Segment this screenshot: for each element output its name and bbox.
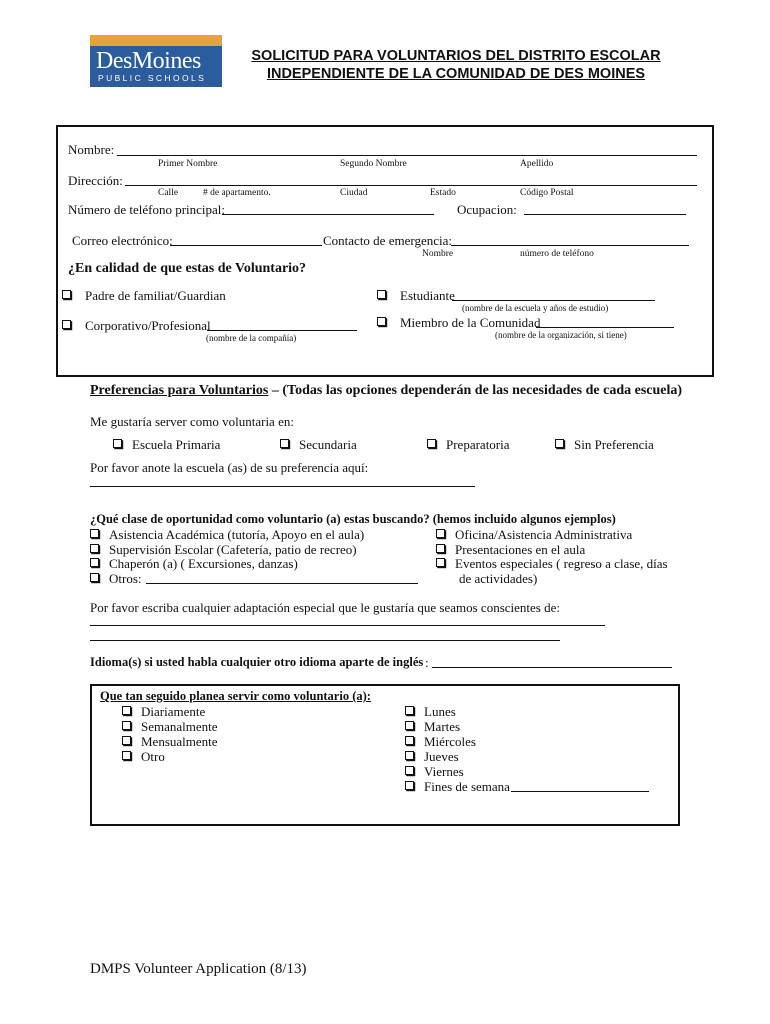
- checkbox-diariamente[interactable]: [122, 706, 131, 715]
- day-fines[interactable]: [405, 779, 510, 795]
- option-sin-preferencia[interactable]: [555, 437, 654, 453]
- opportunity-academica[interactable]: [90, 527, 364, 543]
- apellido-caption: Apellido: [520, 159, 554, 169]
- checkbox-padre[interactable]: [62, 290, 71, 299]
- option-primaria-label: Escuela Primaria: [132, 437, 221, 452]
- opportunity-otros[interactable]: [90, 571, 142, 587]
- opportunity-eventos-cont: de actividades): [459, 571, 538, 586]
- logo: [90, 35, 222, 87]
- apartamento-caption: # de apartamento.: [203, 188, 271, 198]
- day-viernes[interactable]: [405, 764, 464, 780]
- option-estudiante-label: Estudiante: [400, 288, 455, 303]
- day-martes-label: Martes: [424, 719, 461, 734]
- option-preparatoria-label: Preparatoria: [446, 437, 510, 452]
- anote-text: Por favor anote la escuela (as) de su preferencia aquí:: [90, 460, 369, 475]
- checkbox-fines[interactable]: [405, 781, 414, 790]
- checkbox-semanalmente[interactable]: [122, 721, 131, 730]
- direccion-label: Dirección:: [68, 173, 123, 188]
- checkbox-otros[interactable]: [90, 573, 99, 582]
- footer-text: DMPS Volunteer Application (8/13): [90, 961, 307, 977]
- day-miercoles[interactable]: [405, 734, 476, 750]
- direccion-field[interactable]: [125, 185, 697, 186]
- checkbox-miembro[interactable]: [377, 317, 386, 326]
- day-lunes-label: Lunes: [424, 704, 456, 719]
- preferences-heading-rest: – (Todas las opciones dependerán de las necesidades de cada escuela): [268, 383, 683, 398]
- checkbox-supervision[interactable]: [90, 544, 99, 553]
- option-estudiante[interactable]: [377, 288, 455, 304]
- logo-accent-bar: [90, 35, 222, 46]
- checkbox-sin-preferencia[interactable]: [555, 439, 564, 448]
- checkbox-chaperon[interactable]: [90, 558, 99, 567]
- idioma-colon: :: [425, 655, 429, 670]
- checkbox-presentaciones[interactable]: [436, 544, 445, 553]
- frequency-question: Que tan seguido planea servir como voluntario (a):: [100, 689, 371, 703]
- adaptacion-field-2[interactable]: [90, 640, 560, 641]
- page-title-line2: INDEPENDIENTE DE LA COMUNIDAD DE DES MOINES: [266, 66, 646, 82]
- estudiante-hint: (nombre de la escuela y años de estudio): [462, 303, 609, 313]
- checkbox-viernes[interactable]: [405, 766, 414, 775]
- correo-label: Correo electrónico:: [72, 233, 173, 248]
- corporativo-field[interactable]: [207, 330, 357, 331]
- day-jueves[interactable]: [405, 749, 459, 765]
- option-secundaria-label: Secundaria: [299, 437, 357, 452]
- nombre-label: Nombre:: [68, 142, 115, 157]
- freq-otro[interactable]: [122, 749, 165, 765]
- miembro-hint: (nombre de la organización, si tiene): [495, 330, 627, 340]
- estudiante-field[interactable]: [452, 300, 655, 301]
- day-viernes-label: Viernes: [424, 764, 464, 779]
- ciudad-caption: Ciudad: [340, 188, 368, 198]
- checkbox-academica[interactable]: [90, 529, 99, 538]
- primer-nombre-caption: Primer Nombre: [158, 159, 218, 169]
- correo-field[interactable]: [170, 245, 322, 246]
- option-primaria[interactable]: [113, 437, 220, 453]
- logo-name: DesMoines: [96, 48, 201, 74]
- opportunity-chaperon-label: Chaperón (a) ( Excursiones, danzas): [109, 556, 298, 571]
- opportunity-oficina[interactable]: [436, 527, 632, 543]
- estado-caption: Estado: [430, 188, 456, 198]
- miembro-field[interactable]: [536, 327, 674, 328]
- idioma-field[interactable]: [432, 667, 672, 668]
- contacto-nombre-caption: Nombre: [422, 249, 454, 259]
- ocupacion-label: Ocupacion:: [457, 202, 517, 217]
- option-preparatoria[interactable]: [427, 437, 510, 453]
- opportunity-presentaciones-label: Presentaciones en el aula: [455, 542, 586, 557]
- idioma-label: Idioma(s) si usted habla cualquier otro idioma aparte de inglés: [90, 655, 424, 669]
- checkbox-eventos[interactable]: [436, 558, 445, 567]
- opportunity-eventos[interactable]: [436, 556, 668, 572]
- option-miembro[interactable]: [377, 315, 540, 331]
- fines-field[interactable]: [511, 791, 649, 792]
- ocupacion-field[interactable]: [524, 214, 686, 215]
- option-sin-preferencia-label: Sin Preferencia: [574, 437, 654, 452]
- contacto-label: Contacto de emergencia:: [323, 233, 452, 248]
- checkbox-corporativo[interactable]: [62, 320, 71, 329]
- opportunity-oficina-label: Oficina/Asistencia Administrativa: [455, 527, 633, 542]
- checkbox-martes[interactable]: [405, 721, 414, 730]
- freq-diariamente-label: Diariamente: [141, 704, 206, 719]
- day-jueves-label: Jueves: [424, 749, 459, 764]
- freq-diariamente[interactable]: [122, 704, 205, 720]
- freq-mensualmente-label: Mensualmente: [141, 734, 218, 749]
- option-miembro-label: Miembro de la Comunidad: [400, 315, 541, 330]
- freq-otro-label: Otro: [141, 749, 165, 764]
- opportunity-eventos-label: Eventos especiales ( regreso a clase, días: [455, 556, 668, 571]
- freq-semanalmente-label: Semanalmente: [141, 719, 218, 734]
- calle-caption: Calle: [158, 188, 179, 198]
- codigo-postal-caption: Código Postal: [520, 188, 574, 198]
- page-title-line1: SOLICITUD PARA VOLUNTARIOS DEL DISTRITO ESCOLAR: [251, 48, 661, 64]
- telefono-field[interactable]: [222, 214, 434, 215]
- option-secundaria[interactable]: [280, 437, 357, 453]
- opportunity-otros-label: Otros:: [109, 571, 142, 586]
- nombre-field[interactable]: [117, 155, 697, 156]
- day-martes[interactable]: [405, 719, 460, 735]
- checkbox-oficina[interactable]: [436, 529, 445, 538]
- option-corporativo-label: Corporativo/Profesional: [85, 318, 211, 333]
- checkbox-lunes[interactable]: [405, 706, 414, 715]
- checkbox-preparatoria[interactable]: [427, 439, 436, 448]
- preferences-heading-title: Preferencias para Voluntarios: [90, 383, 269, 398]
- freq-semanalmente[interactable]: [122, 719, 218, 735]
- me-gustaria-text: Me gustaría server como voluntaria en:: [90, 414, 294, 429]
- checkbox-primaria[interactable]: [113, 439, 122, 448]
- checkbox-miercoles[interactable]: [405, 736, 414, 745]
- freq-mensualmente[interactable]: [122, 734, 218, 750]
- checkbox-secundaria[interactable]: [280, 439, 289, 448]
- adaptacion-text: Por favor escriba cualquier adaptación especial que le gustaría que seamos conscientes de:: [90, 600, 560, 615]
- escuela-preferencia-field[interactable]: [90, 486, 475, 487]
- day-miercoles-label: Miércoles: [424, 734, 476, 749]
- segundo-nombre-caption: Segundo Nombre: [340, 159, 407, 169]
- otros-field[interactable]: [146, 583, 418, 584]
- telefono-label: Número de teléfono principal:: [68, 202, 226, 217]
- checkbox-otro[interactable]: [122, 751, 131, 760]
- preferences-heading: [90, 383, 682, 399]
- logo-subtitle: PUBLIC SCHOOLS: [98, 73, 207, 83]
- contacto-telefono-caption: número de teléfono: [520, 249, 594, 259]
- adaptacion-field-1[interactable]: [90, 625, 605, 626]
- day-fines-label: Fines de semana: [424, 779, 510, 794]
- option-padre-label: Padre de familiat/Guardian: [85, 288, 226, 303]
- option-corporativo[interactable]: [62, 318, 211, 334]
- day-lunes[interactable]: [405, 704, 456, 720]
- checkbox-mensualmente[interactable]: [122, 736, 131, 745]
- opportunity-chaperon[interactable]: [90, 556, 298, 572]
- checkbox-estudiante[interactable]: [377, 290, 386, 299]
- option-padre[interactable]: [62, 288, 226, 304]
- opportunity-supervision-label: Supervisión Escolar (Cafetería, patio de recreo): [109, 542, 357, 557]
- contacto-field[interactable]: [451, 245, 689, 246]
- opportunity-academica-label: Asistencia Académica (tutoría, Apoyo en el aula): [109, 527, 365, 542]
- opportunity-question: ¿Qué clase de oportunidad como voluntario (a) estas buscando? (hemos incluido algunos ejemplos): [90, 512, 616, 526]
- corporativo-hint: (nombre de la compañía): [206, 333, 297, 343]
- capacity-question: ¿En calidad de que estas de Voluntario?: [68, 261, 307, 276]
- checkbox-jueves[interactable]: [405, 751, 414, 760]
